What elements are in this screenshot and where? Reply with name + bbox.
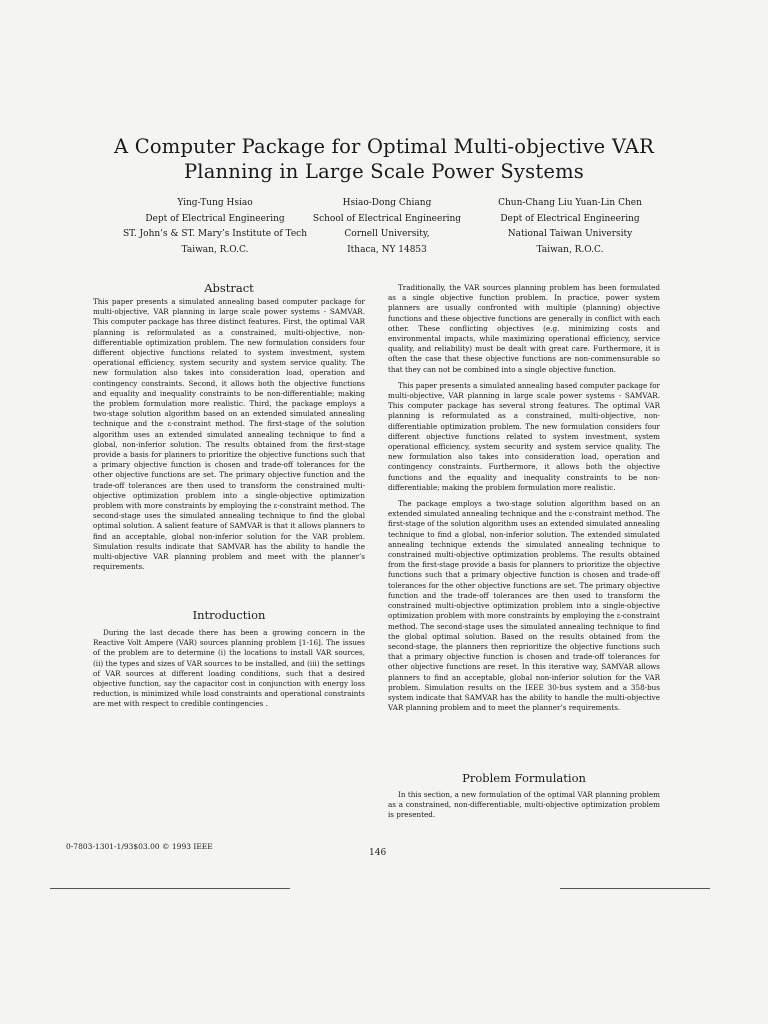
- author-location: Ithaca, NY 14853: [347, 244, 427, 255]
- title-line-2: Planning in Large Scale Power Systems: [183, 160, 585, 183]
- author-dept: Dept of Electrical Engineering: [145, 213, 285, 224]
- right-column-body: [388, 283, 660, 713]
- footer-rule-left: [50, 888, 290, 889]
- problem-formulation-text: In this section, a new formulation of the optimal VAR planning problem as a constrained, non-differentiable, multi-objective optimization problem is presented.: [388, 790, 660, 820]
- author-institution: ST. John’s & ST. Mary’s Institute of Tech: [122, 229, 308, 239]
- introduction-body: [93, 628, 365, 710]
- introduction-heading: Introduction: [192, 608, 266, 622]
- introduction-text: During the last decade there has been a growing concern in the Reactive Volt Ampere (VAR) sources planning problem [1-16]. The issues of the problem are to determine (i) the locations to install VAR sources, (ii) the types and sizes of VAR sources to be installed, and (iii) the settings of VAR sources at different loading conditions, such that a desired objective function, say the capacitor cost in conjunction with energy loss reduction, is minimized while load constraints and operational constraints are met with respect to credible contingencies .: [93, 628, 365, 709]
- author-location: Taiwan, R.O.C.: [181, 244, 249, 255]
- author-block-3: [480, 196, 660, 258]
- paragraph-traditional: Traditionally, the VAR sources planning problem has been formulated as a single objective function problem. In practice, power system planners are usually confronted with multiple (planning) objective functions and these objective functions are generally in conflict with each other. These conflicting objectives (e.g. minimizing costs and environmental impacts, while maximizing operational efficiency, service quality, and reliability) must be dealt with great care. Furthermore, it is often the case that these objective functions are non-commensurable so that they can not be combined into a single objective function.: [388, 283, 660, 374]
- author-institution: Cornell University,: [344, 229, 430, 239]
- copyright-id: 0-7803-1301-1/93$03.00 © 1993 IEEE: [66, 842, 213, 851]
- problem-formulation-heading: Problem Formulation: [462, 771, 586, 785]
- paragraph-algorithm: The package employs a two-stage solution algorithm based on an extended simulated annealing technique and the ε-constraint method. The first-stage of the solution algorithm uses an extended simulated annealing technique to find a global, non-inferior solution. The extended simulated annealing technique extends the simulated annealing technique to constrained multi-objective optimization problems. The results obtained from the first-stage provide a basis for planners to prioritize the objective functions such that a primary objective function is chosen and trade-off tolerances for the other objective functions are set. The primary objective function and the trade-off tolerances are then used to transform the constrained multi-objective optimization problem into a single-objective optimization problem with more constraints by employing the ε-constraint method. The second-stage uses the simulated annealing technique to find the global optimal solution. Based on the results obtained from the second-stage, the planners then reprioritize the objective functions such that a primary objective function is chosen and trade-off tolerances for other objective functions are reset. In this iterative way, SAMVAR allows planners to find an acceptable, global non-inferior solution for the VAR problem. Simulation results on the IEEE 30-bus system and a 358-bus system indicate that SAMVAR has the ability to handle the multi-objective VAR planning problem and to meet the planner’s requirements.: [388, 499, 660, 713]
- author-block-1: [100, 196, 330, 258]
- paragraph-package: This paper presents a simulated annealing based computer package for multi-objective, VAR planning in large scale power systems - SAMVAR. This computer package has several strong features. The optimal VAR planning is reformulated as a constrained, multi-objective, non-differentiable optimization problem. The new formulation considers four different objective functions related to system investment, system operational efficiency, system security and system service quality. The new formulation also takes into consideration load, operation and contingency constraints. Furthermore, it allows both the objective functions and the equality and inequality constraints to be non-differentiable; making the problem formulation more realistic.: [388, 380, 660, 492]
- author-name: Chun-Chang Liu Yuan-Lin Chen: [498, 198, 642, 208]
- author-name: Hsiao-Dong Chiang: [342, 198, 432, 208]
- abstract-heading: Abstract: [204, 281, 254, 295]
- footer-rule-right: [560, 888, 710, 889]
- abstract-text: This paper presents a simulated annealing based computer package for multi-objective, VAR planning in large scale power systems - SAMVAR. This computer package has three distinct features. First, the optimal VAR planning is reformulated as a constrained, multi-objective, non-differentiable optimization problem. The new formulation considers four different objective functions related to system investment, system operational efficiency, system security and system service quality. The new formulation also takes into consideration load, operation and contingency constraints. Second, it allows both the objective functions and equality and inequality constraints to be non-differentiable; making the problem formulation more realistic. Third, the package employs a two-stage solution algorithm based on an extended simulated annealing technique and the ε-constraint method. The first-stage of the solution algorithm uses an extended simulated annealing technique to find a global, non-inferior solution. The results obtained from the first-stage provide a basis for planners to prioritize the objective functions such that a primary objective function is chosen and trade-off tolerances for the other objective functions are set. The primary objective function and the trade-off tolerances are then used to transform the constrained multi-objective optimization problem into a single-objective optimization problem with more constraints by employing the ε-constraint method. The second-stage uses the simulated annealing technique to find the global optimal solution. A salient feature of SAMVAR is that it allows planners to find an acceptable, global non-inferior solution for the VAR problem. Simulation results indicate that SAMVAR has the ability to handle the multi-objective VAR planning problem and meet with the planner’s requirements.: [93, 297, 365, 572]
- author-institution: National Taiwan University: [507, 229, 633, 239]
- abstract-body: [93, 297, 365, 572]
- author-name: Ying-Tung Hsiao: [177, 198, 253, 208]
- author-dept: School of Electrical Engineering: [312, 213, 462, 224]
- author-block-2: [312, 196, 462, 258]
- title-line-1: A Computer Package for Optimal Multi-objective VAR: [114, 135, 654, 158]
- page-number: 146: [369, 848, 387, 858]
- paper-title: [60, 134, 708, 184]
- problem-formulation-body: [388, 790, 660, 821]
- author-location: Taiwan, R.O.C.: [536, 244, 604, 255]
- author-dept: Dept of Electrical Engineering: [500, 213, 640, 224]
